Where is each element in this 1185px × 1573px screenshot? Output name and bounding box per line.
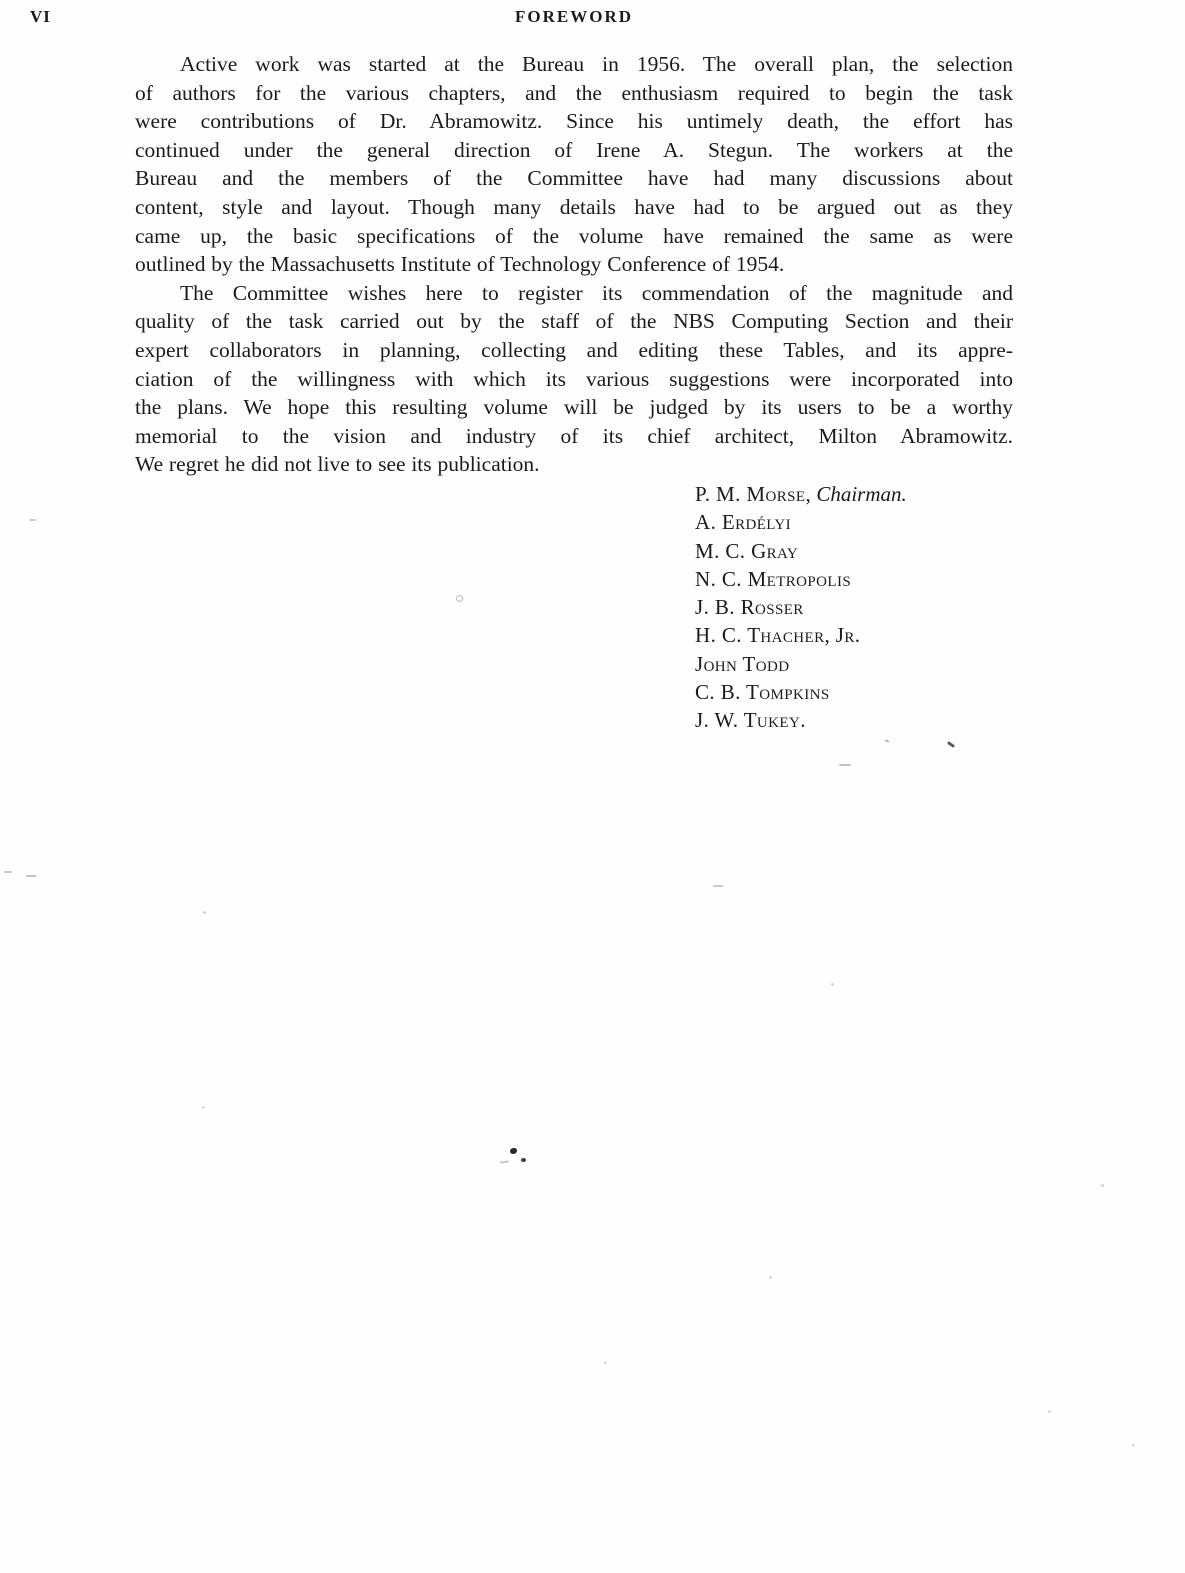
text-line: outlined by the Massachusetts Institute of Technology Conference of 1954. xyxy=(135,252,785,277)
scan-artifact xyxy=(4,871,12,873)
scan-artifact xyxy=(831,983,834,986)
text-line: content, style and layout. Though many details have had to be argued out as they xyxy=(135,194,1013,219)
signature-row xyxy=(695,508,1013,536)
signature-row xyxy=(695,537,1013,565)
signature-row xyxy=(695,678,1013,706)
signature-name: A. Erdélyi xyxy=(695,510,791,535)
foreword-body xyxy=(135,50,1013,735)
text-line: The Committee wishes here to register its commendation of the magnitude and xyxy=(180,280,1013,305)
scan-artifact xyxy=(29,519,36,521)
signature-row xyxy=(695,565,1013,593)
paragraph-1 xyxy=(135,50,1013,279)
text-line: came up, the basic specifications of the volume have remained the same as were xyxy=(135,223,1013,248)
text-line: quality of the task carried out by the staff of the NBS Computing Section and their xyxy=(135,309,1013,334)
signature-name: C. B. Tompkins xyxy=(695,679,830,704)
scan-artifact xyxy=(1048,1410,1051,1413)
scan-artifact xyxy=(839,764,851,766)
signature-name: H. C. Thacher, Jr. xyxy=(695,623,861,648)
scan-artifact xyxy=(885,739,889,743)
signature-row xyxy=(695,706,1013,734)
signature-name: John Todd xyxy=(695,651,790,676)
scan-artifact xyxy=(202,1106,205,1109)
text-line: We regret he did not live to see its publication. xyxy=(135,452,540,477)
running-head xyxy=(0,5,1185,35)
text-line: were contributions of Dr. Abramowitz. Since his untimely death, the effort has xyxy=(135,109,1013,134)
scan-artifact xyxy=(947,741,955,748)
signature-role: Chairman. xyxy=(816,481,907,506)
signature-name: J. B. Rosser xyxy=(695,595,804,620)
text-line: Bureau and the members of the Committee have had many discussions about xyxy=(135,166,1013,191)
scan-artifact xyxy=(1132,1444,1135,1447)
signature-name: J. W. Tukey. xyxy=(695,708,806,733)
signature-name: P. M. Morse, xyxy=(695,481,812,506)
text-line: ciation of the willingness with which its various suggestions were incorporated into xyxy=(135,366,1013,391)
signature-block xyxy=(695,480,1013,735)
signature-row xyxy=(695,621,1013,649)
scan-artifact xyxy=(769,1276,772,1279)
signature-name: N. C. Metropolis xyxy=(695,566,852,591)
scan-artifact xyxy=(713,885,723,887)
scan-artifact xyxy=(1101,1184,1104,1187)
text-line: expert collaborators in planning, collecting and editing these Tables, and its appre- xyxy=(135,337,1013,362)
text-line: Active work was started at the Bureau in 1956. The overall plan, the selection xyxy=(180,52,1013,76)
signature-row xyxy=(695,480,1013,508)
scan-artifact xyxy=(500,1160,509,1163)
text-line: of authors for the various chapters, and the enthusiasm required to begin the task xyxy=(135,80,1013,105)
signature-row xyxy=(695,650,1013,678)
page-number: VI xyxy=(30,7,51,26)
signature-row xyxy=(695,593,1013,621)
scan-artifact xyxy=(521,1158,526,1162)
text-line: continued under the general direction of Irene A. Stegun. The workers at the xyxy=(135,137,1013,162)
scan-artifact xyxy=(604,1361,607,1364)
paragraph-2 xyxy=(135,279,1013,479)
page-title: FOREWORD xyxy=(515,7,633,26)
scan-artifact xyxy=(203,911,206,914)
text-line: memorial to the vision and industry of its chief architect, Milton Abramowitz. xyxy=(135,423,1013,448)
signature-name: M. C. Gray xyxy=(695,538,799,563)
scan-artifact xyxy=(510,1148,517,1154)
text-line: the plans. We hope this resulting volume will be judged by its users to be a worthy xyxy=(135,395,1013,420)
scan-artifact xyxy=(26,875,36,877)
